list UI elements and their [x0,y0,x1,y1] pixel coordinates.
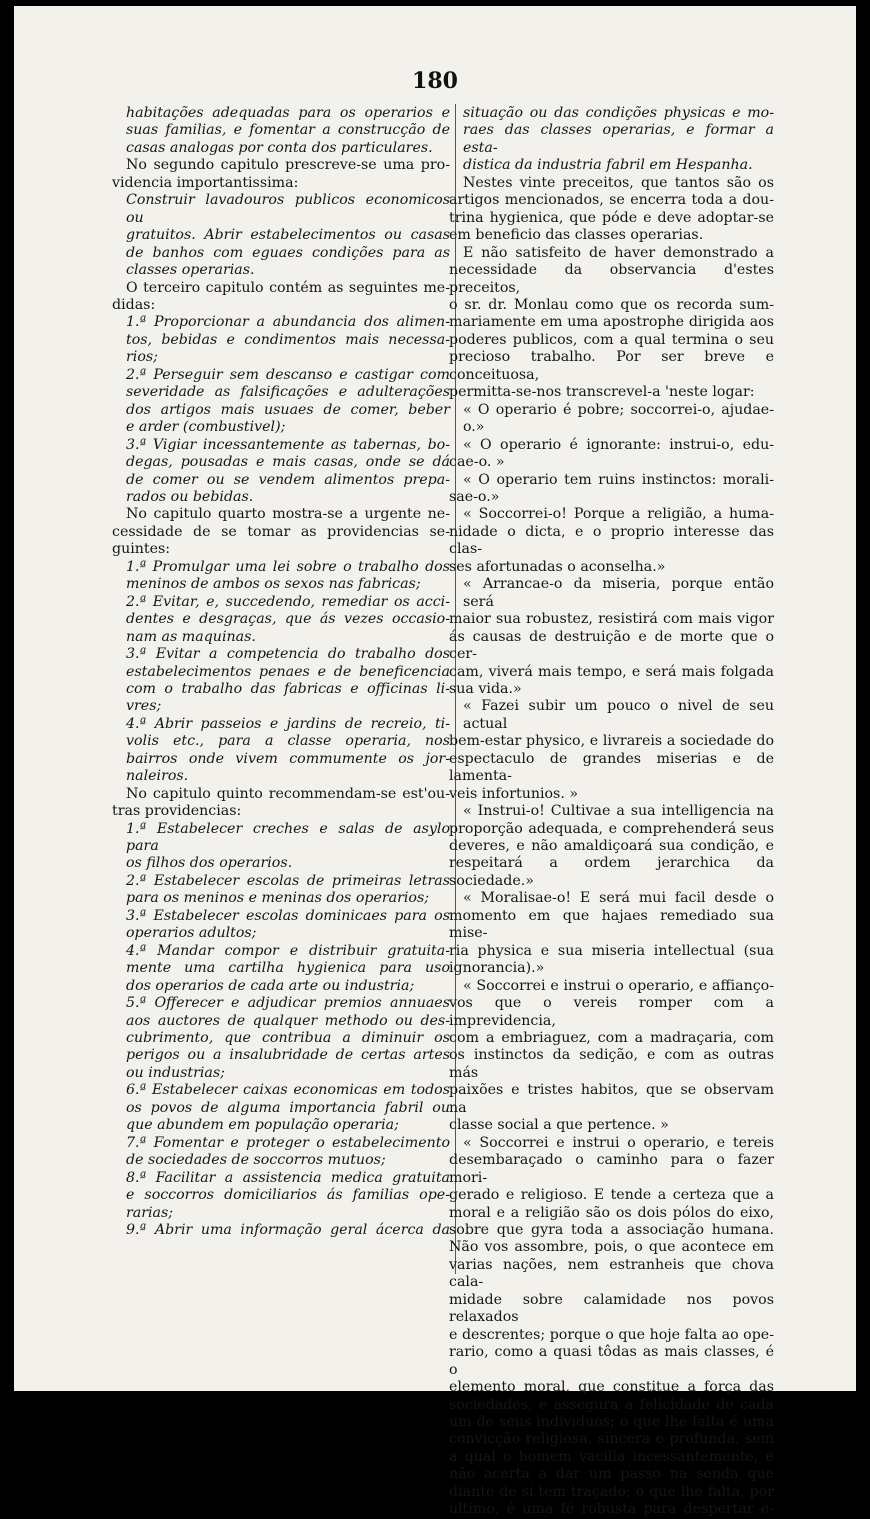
text-line: varias nações, nem estranheis que chova cala- [449,1256,774,1291]
text-line: que abundem em população operaria; [126,1117,399,1134]
text-line: estabelecimentos penaes e de beneficencia [126,663,450,680]
text-line: aos auctores de qualquer methodo ou des- [126,1012,450,1029]
text-line: 1.ª Estabelecer creches e salas de asylo para [126,820,450,855]
text-line: 7.ª Fomentar e proteger o estabelecimento [126,1134,450,1151]
text-line: E não satisfeito de haver demonstrado a [463,244,774,261]
text-line: e descrentes; porque o que hoje falta ao ope- [449,1326,774,1343]
text-line: No capitulo quinto recommendam-se est'ou- [126,785,450,802]
text-line: 3.ª Vigiar incessantemente as tabernas, bo- [126,436,450,453]
text-line: meninos de ambos os sexos nas fabricas; [126,576,421,593]
text-line: No segundo capitulo prescreve-se uma pro- [126,157,450,174]
text-line: severidade as falsificações e adulterações [126,384,450,401]
text-line: vos que o vereis romper com a imprevidencia, [449,995,774,1029]
right-column [449,105,774,1519]
text-line: « Instrui-o! Cultivae a sua intelligencia na [463,803,774,820]
text-line: 4.ª Mandar compor e distribuir gratuita- [126,942,450,959]
text-line: rario, como a quasi tôdas as mais classes, é o [449,1344,774,1378]
text-line: em beneficio das classes operarias. [449,227,704,244]
text-line: midade sobre calamidade nos povos relaxados [449,1291,774,1326]
text-line: 4.ª Abrir passeios e jardins de recreio, ti- [126,715,450,732]
text-line: « O operario tem ruins instinctos: morali- [463,471,774,488]
text-line: 2.ª Evitar, e, succedendo, remediar os acci- [126,593,450,610]
text-line: rarias; [126,1204,174,1221]
text-line: maior sua robustez, resistirá com mais vigor [449,611,774,628]
text-line: ás causas de destruição e de morte que o cer- [449,628,774,663]
text-line: convicção religiosa, sincera e profunda, sem [449,1431,774,1448]
text-line: « O operario é ignorante: instrui-o, edu- [463,436,774,453]
text-line: guintes: [112,541,171,558]
text-line: distica da industria fabril em Hespanha. [463,157,753,174]
text-line: tos, bebidas e condimentos mais necessa- [126,331,450,348]
text-line: 1.ª Promulgar uma lei sobre o trabalho dos [126,558,450,575]
text-line: desembaraçado o caminho para o fazer mori- [449,1152,774,1186]
text-line: habitações adequadas para os operarios e [126,105,450,121]
text-line: dentes e desgraças, que ás vezes occasio- [126,611,450,628]
text-line: « Soccorrei e instrui o operario, e affianço- [463,977,774,994]
text-line: 2.ª Perseguir sem descanso e castigar com [126,366,450,383]
text-line: volis etc., para a classe operaria, nos [126,733,450,750]
text-line: precioso trabalho. Por ser breve e conceituosa, [449,349,774,383]
text-line: de banhos com eguaes condições para as [126,244,450,261]
text-line: ignorancia).» [449,960,545,977]
text-line: nam as maquinas. [126,628,256,645]
text-line: degas, pousadas e mais casas, onde se dá [126,454,450,471]
text-line: 3.ª Evitar a competencia do trabalho dos [126,646,450,663]
text-line: veis infortunios. » [449,785,579,802]
text-line: classes operarias. [126,262,255,279]
text-line: « Soccorrei e instrui o operario, e tereis [463,1134,774,1151]
text-line: com o trabalho das fabricas e officinas li- [126,680,450,697]
text-line: sae-o.» [449,488,500,505]
text-line: momento em que hajaes remediado sua mise- [449,907,774,942]
text-line: espectaculo de grandes miserias e de lamenta- [449,750,774,785]
text-line: proporção adequada, e comprehenderá seus [449,820,774,837]
text-line: sociedades, e assegura a felicidade de cada [449,1396,774,1413]
text-line: os instinctos da sedição, e com as outras más [449,1047,774,1081]
text-line: e arder (combustivel); [126,419,286,436]
text-line: para os meninos e meninas dos operarios; [126,890,430,907]
text-line: cam, viverá mais tempo, e será mais folgada [449,663,774,680]
text-line: poderes publicos, com a qual termina o seu [449,331,774,348]
text-line: 6.ª Estabelecer caixas economicas em todos [126,1082,450,1099]
text-line: casas analogas por conta dos particulares. [126,139,433,156]
text-line: Nestes vinte preceitos, que tantos são os [463,174,774,191]
text-line: um de seus individuos; o que lhe falta é uma [449,1413,774,1430]
text-line: necessidade da observancia d'estes preceitos, [449,262,774,296]
text-line: diante de si tem traçado; o que lhe falta, por [449,1483,774,1500]
text-line: « Fazei subir um pouco o nivel de seu actual [463,698,774,732]
text-line: bem-estar physico, e livrareis a sociedade do [449,733,774,750]
text-line: cae-o. » [449,454,505,471]
text-line: bairros onde vivem commumente os jor- [126,750,450,767]
text-line: raes das classes operarias, e formar a esta- [463,122,774,156]
text-line: videncia importantissima: [112,174,299,191]
text-line: 3.ª Estabelecer escolas dominicaes para os [126,907,450,924]
text-line: cessidade de se tomar as providencias se- [112,523,450,540]
text-line: classe social a que pertence. » [449,1117,669,1134]
text-line: não acerta a dar um passo na senda que [449,1466,774,1483]
text-line: tras providencias: [112,803,242,820]
text-line: Construir lavadouros publicos economicos ou [126,192,450,226]
book-page [14,6,856,1518]
text-line: trina hygienica, que póde e deve adoptar-se [449,209,774,226]
text-line: O terceiro capitulo contém as seguintes me- [126,279,450,296]
text-line: moral e a religião são os dois pólos do eixo, [449,1204,774,1221]
text-line: « Moralisae-o! E será mui facil desde o [463,890,774,907]
text-line: sua vida.» [449,680,522,697]
text-line: ria physica e sua miseria intellectual (sua [449,942,774,959]
text-line: permitta-se-nos transcrevel-a 'neste logar: [449,384,755,401]
text-line: respeitará a ordem jerarchica da sociedade.» [449,855,774,889]
text-line: gerado e religioso. E tende a certeza que a [449,1187,774,1204]
text-line: os filhos dos operarios. [126,855,293,872]
text-line: deveres, e não amaldiçoará sua condição, e [449,838,774,855]
text-line: gratuitos. Abrir estabelecimentos ou casas [126,227,450,244]
text-line: 1.ª Proporcionar a abundancia dos alimen- [126,314,450,331]
text-line: a qual o homem vacilla incessantemente, e [449,1448,774,1465]
text-line: paixões e tristes habitos, que se observam na [449,1082,774,1116]
text-line: o sr. dr. Monlau como que os recorda sum- [449,296,774,313]
text-line: mariamente em uma apostrophe dirigida aos [449,314,774,331]
text-line: suas familias, e fomentar a construcção de [126,122,450,139]
text-line: « Arrancae-o da miseria, porque então será [463,576,774,610]
text-line: rados ou bebidas. [126,488,254,505]
text-line: 8.ª Facilitar a assistencia medica gratuita [126,1169,450,1186]
text-line: situação ou das condições physicas e mo- [463,105,774,121]
text-line: ses afortunadas o aconselha.» [449,558,666,575]
text-line: « Soccorrei-o! Porque a religião, a huma- [463,506,774,523]
text-line: vres; [126,698,162,715]
text-line: 9.ª Abrir uma informação geral ácerca da [126,1222,450,1238]
text-line: de sociedades de soccorros mutuos; [126,1152,386,1169]
text-line: ultimo, é uma fé robusta para despertar e- [449,1501,774,1518]
text-line: sobre que gyra toda a associação humana. [449,1222,774,1238]
left-column [112,105,450,1239]
text-line: e soccorros domiciliarios ás familias ope- [126,1187,450,1204]
text-line: artigos mencionados, se encerra toda a dou- [449,192,774,209]
text-line: de comer ou se vendem alimentos prepa- [126,471,450,488]
text-line: Não vos assombre, pois, o que acontece em [449,1239,774,1256]
text-line: ou industrias; [126,1064,225,1081]
text-line: operarios adultos; [126,925,257,942]
text-line: No capitulo quarto mostra-se a urgente ne- [126,506,450,523]
text-line: naleiros. [126,768,189,785]
page-number: 180 [412,68,458,94]
text-line: rios; [126,349,158,366]
text-line: 2.ª Estabelecer escolas de primeiras letras [126,872,450,889]
text-line: 5.ª Offerecer e adjudicar premios annuaes [126,995,450,1012]
text-line: nidade o dicta, e o proprio interesse das clas- [449,523,774,558]
text-line: dos artigos mais usuaes de comer, beber [126,401,450,418]
text-line: dos operarios de cada arte ou industria; [126,977,415,994]
text-line: cubrimento, que contribua a diminuir os [126,1030,450,1047]
text-line: elemento moral, que constitue a força das [449,1379,774,1396]
text-line: mente uma cartilha hygienica para uso [126,960,450,977]
text-line: « O operario é pobre; soccorrei-o, ajudae-o.» [463,401,774,436]
text-line: os povos de alguma importancia fabril ou [126,1099,450,1116]
text-line: didas: [112,296,156,313]
text-line: perigos ou a insalubridade de certas artes [126,1047,450,1064]
text-line: com a embriaguez, com a madraçaria, com [449,1030,774,1047]
